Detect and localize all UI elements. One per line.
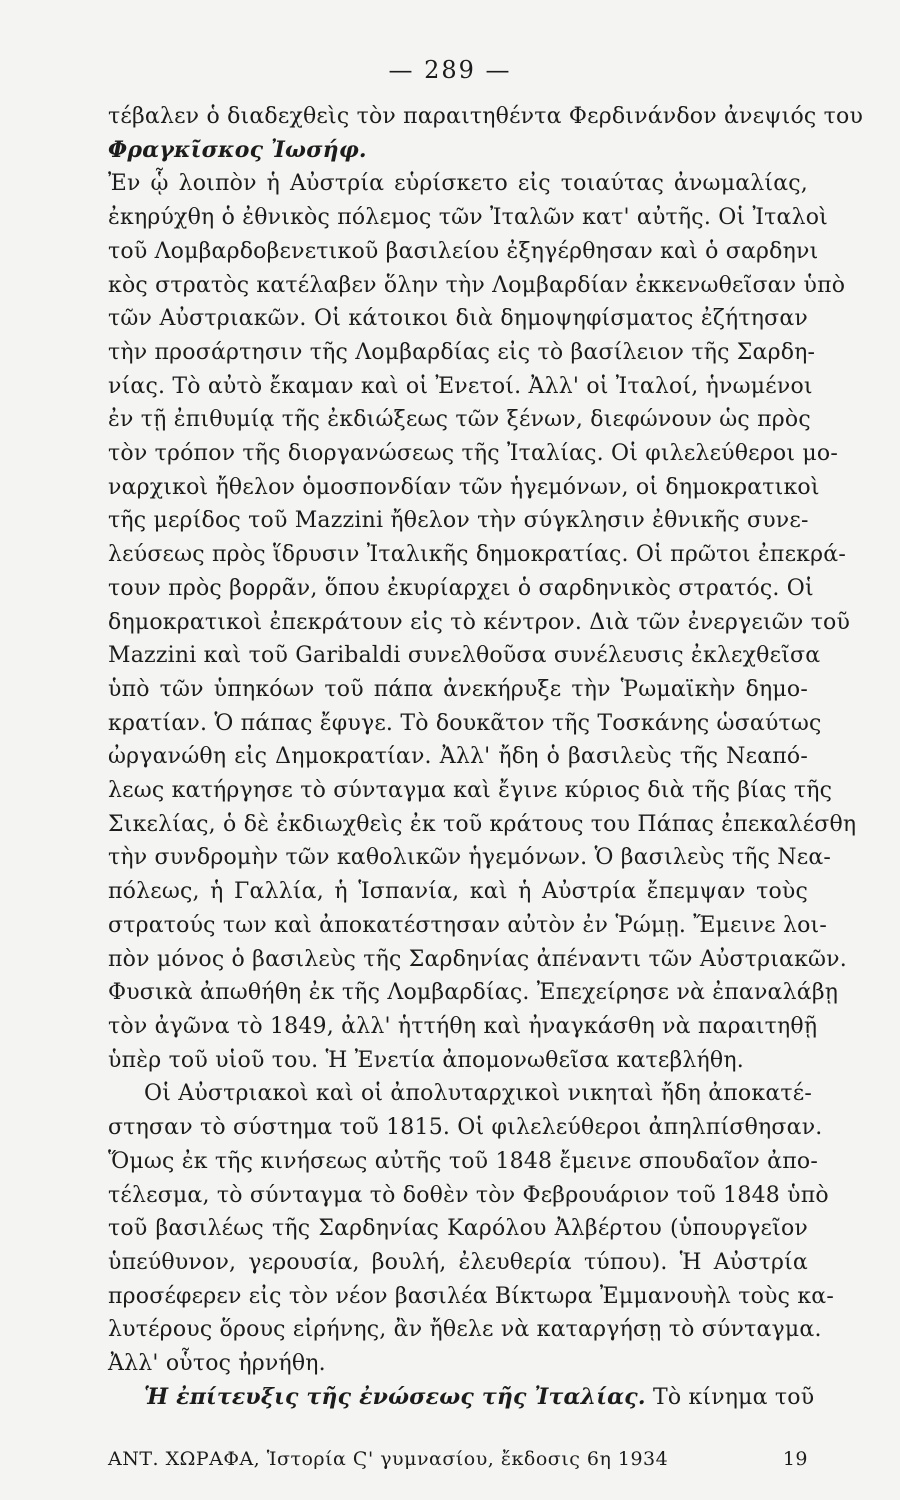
text-line: τουν πρὸς βορρᾶν, ὅπου ἐκυρίαρχει ὁ σαρδηνικὸς στρατός. Οἱ (108, 575, 814, 601)
text-line: ὠργανώθη εἰς Δημοκρατίαν. Ἀλλ' ἤδη ὁ βασιλεὺς τῆς Νεαπό- (108, 744, 808, 770)
footer-citation: ΑΝΤ. ΧΩΡΑΦΑ, Ἱστορία Ϛ' γυμνασίου, ἔκδοσις 6η 1934 (108, 1448, 669, 1470)
text-line: τέλεσμα, τὸ σύνταγμα τὸ δοθὲν τὸν Φεβρουάριον τοῦ 1848 ὑπὸ (108, 1182, 829, 1208)
text-line: ἐκηρύχθη ὁ ἐθνικὸς πόλεμος τῶν Ἰταλῶν κατ' αὐτῆς. Οἱ Ἰταλοὶ (108, 205, 828, 231)
text-run: Τὸ κίνημα τοῦ (645, 1384, 815, 1410)
text-line: τῶν Αὐστριακῶν. Οἱ κάτοικοι διὰ δημοψηφίσματος ἐζήτησαν (108, 306, 808, 332)
footer-signature-number: 19 (782, 1448, 808, 1470)
text-line: κὸς στρατὸς κατέλαβεν ὅλην τὴν Λομβαρδίαν ἐκκενωθεῖσαν ὑπὸ (108, 272, 846, 298)
section-heading: Ἡ ἐπίτευξις τῆς ἐνώσεως τῆς Ἰταλίας. (144, 1383, 646, 1410)
text-line: ὑπὸ τῶν ὑπηκόων τοῦ πάπα ἀνεκήρυξε τὴν Ῥωμαϊκὴν δημο- (108, 676, 808, 702)
text-line: λυτέρους ὅρους εἰρήνης, ἂν ἤθελε νὰ καταργήσῃ τὸ σύνταγμα. (108, 1317, 822, 1343)
page-number: — 289 — (388, 56, 512, 84)
text-line: στρατούς των καὶ ἀποκατέστησαν αὐτὸν ἐν Ῥώμῃ. Ἔμεινε λοι- (108, 912, 828, 938)
body-text (108, 100, 864, 1414)
footer (108, 1448, 808, 1470)
text-line: προσέφερεν εἰς τὸν νέον βασιλέα Βίκτωρα Ἐμμανουὴλ τοὺς κα- (108, 1283, 834, 1309)
text-line: Ἀλλ' οὗτος ἠρνήθη. (108, 1351, 326, 1377)
text-line: στησαν τὸ σύστημα τοῦ 1815. Οἱ φιλελεύθεροι ἀπηλπίσθησαν. (108, 1115, 823, 1141)
text-line: Mazzini καὶ τοῦ Garibaldi συνελθοῦσα συνέλευσις ἐκλεχθεῖσα (108, 643, 821, 669)
text-line: Ὅμως ἐκ τῆς κινήσεως αὐτῆς τοῦ 1848 ἔμεινε σπουδαῖον ἀπο- (108, 1148, 818, 1174)
text-line: ἐν τῇ ἐπιθυμίᾳ τῆς ἐκδιώξεως τῶν ξένων, διεφώνουν ὡς πρὸς (108, 407, 811, 433)
text-line: Φραγκῖσκος Ἰωσήφ. (108, 136, 367, 163)
text-line: τὴν συνδρομὴν τῶν καθολικῶν ἡγεμόνων. Ὁ βασιλεὺς τῆς Νεα- (108, 845, 832, 871)
text-line: τοῦ βασιλέως τῆς Σαρδηνίας Καρόλου Ἀλβέρτου (ὑπουργεῖον (108, 1216, 808, 1242)
text-line: νίας. Τὸ αὐτὸ ἔκαμαν καὶ οἱ Ἐνετοί. Ἀλλ' οἱ Ἰταλοί, ἡνωμένοι (108, 373, 813, 399)
text-line: ὑπὲρ τοῦ υἱοῦ του. Ἡ Ἐνετία ἀπομονωθεῖσα κατεβλήθη. (108, 1047, 744, 1073)
text-line: πόλεως, ἡ Γαλλία, ἡ Ἱσπανία, καὶ ἡ Αὐστρία ἔπεμψαν τοὺς (108, 879, 808, 905)
text-line: τὸν ἀγῶνα τὸ 1849, ἀλλ' ἡττήθη καὶ ἠναγκάσθη νὰ παραιτηθῇ (108, 1013, 818, 1039)
text-line: ὑπεύθυνον, γερουσία, βουλή, ἐλευθερία τύπου). Ἡ Αὐστρία (108, 1249, 808, 1275)
text-line: Ἐν ᾧ λοιπὸν ἡ Αὐστρία εὑρίσκετο εἰς τοιαύτας ἀνωμαλίας, (108, 171, 808, 197)
text-line: τῆς μερίδος τοῦ Mazzini ἤθελον τὴν σύγκλησιν ἐθνικῆς συνε- (108, 508, 809, 534)
text-line: τὴν προσάρτησιν τῆς Λομβαρδίας εἰς τὸ βασίλειον τῆς Σαρδη- (108, 339, 816, 365)
text-line: δημοκρατικοὶ ἐπεκράτουν εἰς τὸ κέντρον. Διὰ τῶν ἐνεργειῶν τοῦ (108, 609, 851, 635)
text-line: κρατίαν. Ὁ πάπας ἔφυγε. Τὸ δουκᾶτον τῆς Τοσκάνης ὡσαύτως (108, 710, 822, 736)
text-line: τοῦ Λομβαρδοβενετικοῦ βασιλείου ἐξηγέρθησαν καὶ ὁ σαρδηνι (108, 238, 819, 264)
text-line (108, 1381, 815, 1415)
text-line: τὸν τρόπον τῆς διοργανώσεως τῆς Ἰταλίας. Οἱ φιλελεύθεροι μο- (108, 441, 838, 467)
text-line: Φυσικὰ ἀπωθήθη ἐκ τῆς Λομβαρδίας. Ἐπεχείρησε νὰ ἐπαναλάβῃ (108, 980, 839, 1006)
text-line: Οἱ Αὐστριακοὶ καὶ οἱ ἀπολυταρχικοὶ νικηταὶ ἤδη ἀποκατέ- (144, 1081, 812, 1107)
text-line: Σικελίας, ὁ δὲ ἐκδιωχθεὶς ἐκ τοῦ κράτους του Πάπας ἐπεκαλέσθη (108, 811, 857, 837)
text-line: λεύσεως πρὸς ἵδρυσιν Ἰταλικῆς δημοκρατίας. Οἱ πρῶτοι ἐπεκρά- (108, 542, 846, 568)
text-line: λεως κατήργησε τὸ σύνταγμα καὶ ἔγινε κύριος διὰ τῆς βίας τῆς (108, 778, 833, 804)
text-line: πὸν μόνος ὁ βασιλεὺς τῆς Σαρδηνίας ἀπέναντι τῶν Αὐστριακῶν. (108, 946, 847, 972)
text-line: τέβαλεν ὁ διαδεχθεὶς τὸν παραιτηθέντα Φερδινάνδον ἀνεψιός του (108, 104, 864, 129)
text-line: ναρχικοὶ ἤθελον ὁμοσπονδίαν τῶν ἡγεμόνων, οἱ δημοκρατικοὶ (108, 474, 820, 500)
